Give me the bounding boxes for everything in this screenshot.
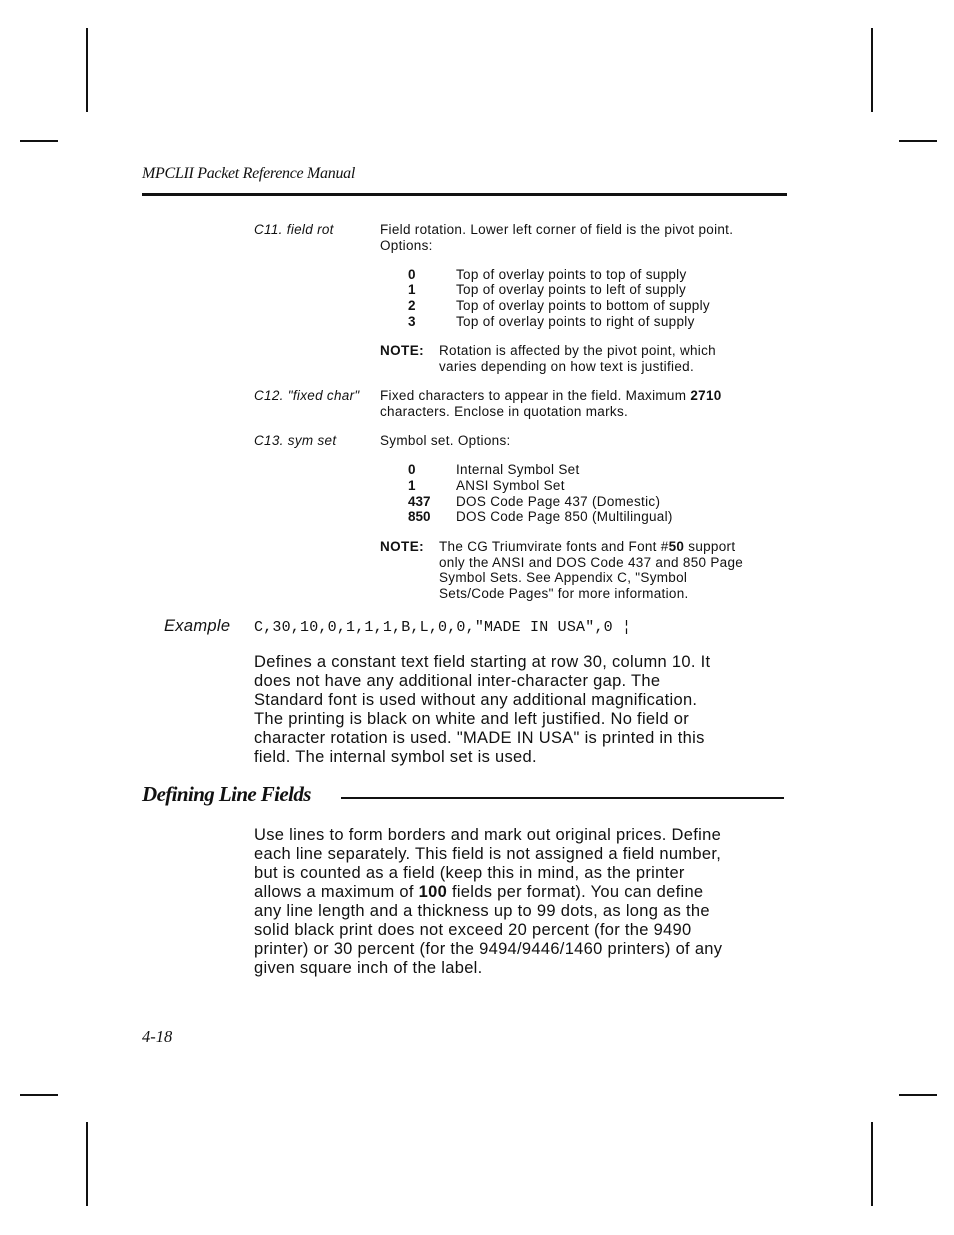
note-line: varies depending on how text is justified. [439,358,694,374]
running-head: MPCLII Packet Reference Manual [142,165,355,182]
description-text: Fixed characters to appear in the field. Maximum [380,388,691,403]
max-fields-value: 100 [418,883,448,901]
paragraph-line: Defines a constant text field starting at row 30, column 10. It [254,653,711,671]
note-label: NOTE: [380,539,424,554]
paragraph-line: but is counted as a field (keep this in mind, as the printer [254,864,685,882]
field-term-c12: C12. "fixed char" [254,388,360,403]
description-line: Field rotation. Lower left corner of field is the pivot point. [380,222,734,237]
field-description-c11 [380,222,780,254]
crop-mark-top-right-horizontal [899,140,937,142]
paragraph-line: field. The internal symbol set is used. [254,748,537,766]
paragraph-line: given square inch of the label. [254,959,483,977]
section-heading-rule [341,797,784,799]
option-text: Top of overlay points to left of supply [456,282,687,297]
option-text: ANSI Symbol Set [456,478,565,493]
example-code: C,30,10,0,1,1,1,B,L,0,0,"MADE IN USA",0 ¦ [254,619,632,636]
paragraph-line: character rotation is used. "MADE IN USA" is printed in this [254,729,705,747]
font-number: 50 [668,539,685,554]
note-text [439,343,784,374]
option-value: 0 [408,267,416,282]
note-line: Rotation is affected by the pivot point, which [439,343,716,358]
note-label: NOTE: [380,343,424,358]
field-term-c11: C11. field rot [254,222,334,237]
option-value: 2 [408,298,416,313]
note-line-text: support [684,539,736,554]
note-line-text: The CG Triumvirate fonts and Font # [439,539,669,554]
option-value: 1 [408,478,416,493]
paragraph-line [254,883,794,902]
paragraph-line: printer) or 30 percent (for the 9494/9446/1460 printers) of any [254,940,723,958]
option-value: 3 [408,314,416,329]
option-text: DOS Code Page 437 (Domestic) [456,494,661,509]
paragraph-line: The printing is black on white and left justified. No field or [254,710,689,728]
paragraph-line: solid black print does not exceed 20 percent (for the 9490 [254,921,692,939]
crop-mark-bottom-right-vertical [871,1122,873,1206]
option-text: Top of overlay points to right of supply [456,314,695,329]
option-value: 1 [408,282,416,297]
note-line: Symbol Sets. See Appendix C, "Symbol [439,570,688,585]
paragraph-line: Standard font is used without any additional magnification. [254,691,698,709]
crop-mark-top-left-horizontal [20,140,58,142]
page-number: 4-18 [142,1027,173,1046]
field-description-c12 [380,388,780,420]
paragraph-line: Use lines to form borders and mark out original prices. Define [254,826,722,844]
paragraph-line: each line separately. This field is not assigned a field number, [254,845,722,863]
description-line: Options: [380,238,433,253]
note-line [439,539,784,555]
option-text: Top of overlay points to bottom of supply [456,298,710,313]
example-description [254,653,794,767]
option-value: 437 [408,494,431,509]
paragraph-line: does not have any additional inter-character gap. The [254,672,661,690]
header-rule [142,193,787,196]
option-text: Top of overlay points to top of supply [456,267,687,282]
crop-mark-bottom-left-vertical [86,1122,88,1206]
section-paragraph [254,826,794,978]
note-line: Sets/Code Pages" for more information. [439,585,689,601]
note-line: only the ANSI and DOS Code 437 and 850 Page [439,554,744,570]
paragraph-text: allows a maximum of [254,883,419,901]
max-characters-value: 2710 [690,388,722,403]
field-description-c13: Symbol set. Options: [380,433,511,448]
paragraph-line: any line length and a thickness up to 99 dots, as long as the [254,902,710,920]
crop-mark-bottom-right-horizontal [899,1094,937,1096]
paragraph-text: fields per format). You can define [447,883,704,901]
description-line: characters. Enclose in quotation marks. [380,404,629,419]
example-label: Example [164,617,231,635]
crop-mark-top-left-vertical [86,28,88,112]
crop-mark-top-right-vertical [871,28,873,112]
option-text: Internal Symbol Set [456,462,580,477]
option-value: 0 [408,462,416,477]
crop-mark-bottom-left-horizontal [20,1094,58,1096]
option-value: 850 [408,509,431,524]
field-term-c13: C13. sym set [254,433,337,448]
section-heading: Defining Line Fields [142,782,311,806]
note-text [439,539,784,601]
description-line [380,388,780,404]
option-text: DOS Code Page 850 (Multilingual) [456,509,673,524]
